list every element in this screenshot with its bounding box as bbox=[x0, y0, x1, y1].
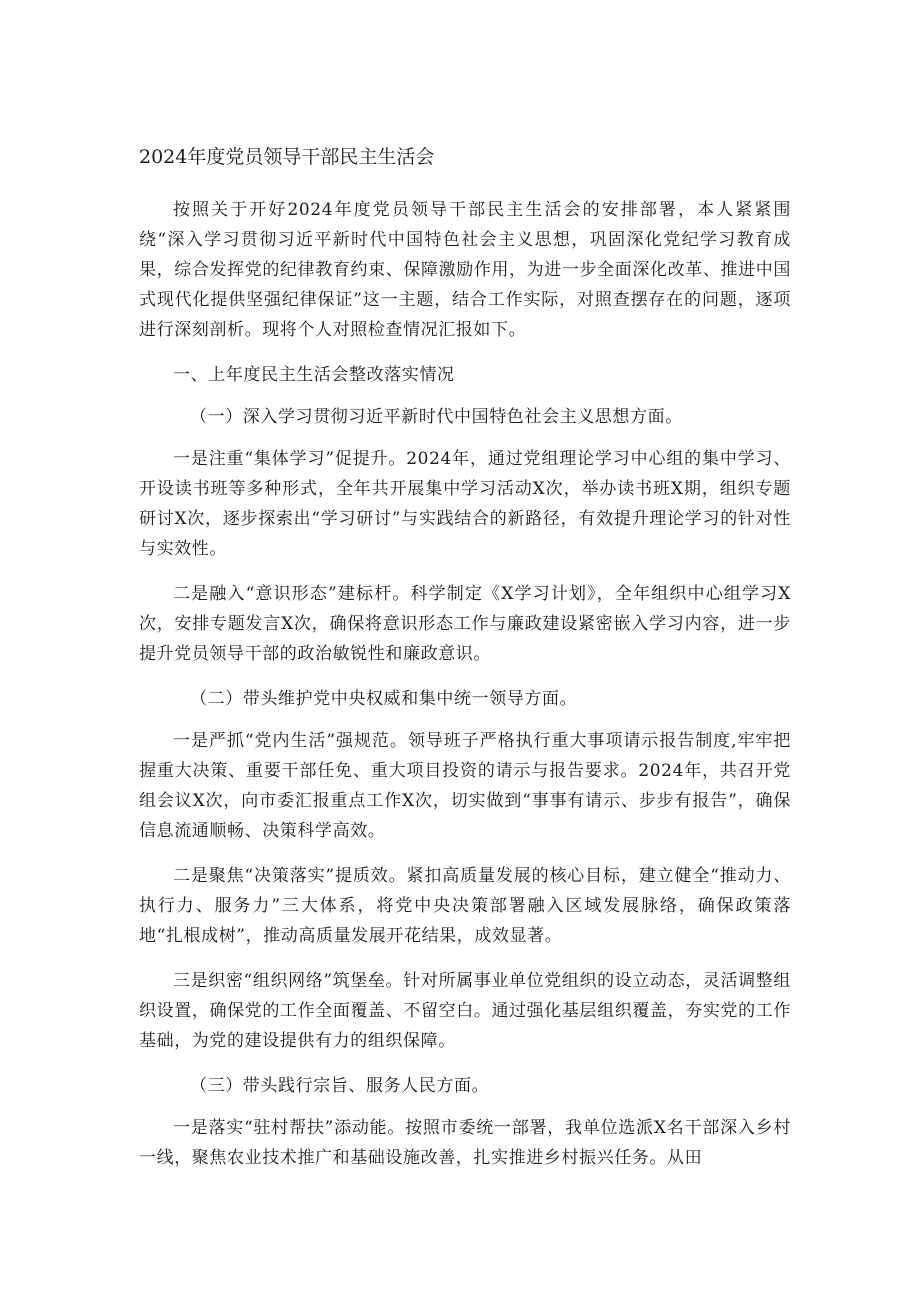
body-paragraph: 二是融入“意识形态”建标杆。科学制定《X学习计划》，全年组织中心组学习X次，安排专题发言X次，确保将意识形态工作与廉政建设紧密嵌入学习内容，进一步提升党员领导干部的政治敏锐性和廉政意识。 bbox=[139, 584, 791, 664]
document-body bbox=[139, 195, 791, 1188]
intro-paragraph: 按照关于开好2024年度党员领导干部民主生活会的安排部署，本人紧紧围绕“深入学习贯彻习近平新时代中国特色社会主义思想，巩固深化党纪学习教育成果，综合发挥党的纪律教育约束、保障激励作用，为进一步全面深化改革、推进中国式现代化提供坚强纪律保证”这一主题，结合工作实际，对照查摆存在的问题，逐项进行深刻剖析。现将个人对照检查情况汇报如下。 bbox=[139, 200, 791, 340]
subsection-heading-2: （二）带头维护党中央权威和集中统一领导方面。 bbox=[190, 689, 578, 709]
document-title: 2024年度党员领导干部民主生活会 bbox=[139, 146, 435, 168]
body-paragraph: 二是聚焦“决策落实”提质效。紧扣高质量发展的核心目标，建立健全“推动力、执行力、服务力”三大体系，将党中央决策部署融入区域发展脉络，确保政策落地“扎根成树”，推动高质量发展开花结果，成效显著。 bbox=[139, 866, 791, 946]
section-heading-1: 一、上年度民主生活会整改落实情况 bbox=[173, 365, 455, 385]
body-paragraph: 一是注重“集体学习”促提升。2024年，通过党组理论学习中心组的集中学习、开设读书班等多种形式，全年共开展集中学习活动X次，举办读书班X期，组织专题研讨X次，逐步探索出“学习研讨”与实践结合的新路径，有效提升理论学习的针对性与实效性。 bbox=[139, 449, 791, 559]
body-paragraph: 一是落实“驻村帮扶”添动能。按照市委统一部署，我单位选派X名干部深入乡村一线，聚焦农业技术推广和基础设施改善，扎实推进乡村振兴任务。从田 bbox=[139, 1118, 791, 1168]
body-paragraph: 三是织密“组织网络”筑堡垒。针对所属事业单位党组织的设立动态，灵活调整组织设置，确保党的工作全面覆盖、不留空白。通过强化基层组织覆盖，夯实党的工作基础，为党的建设提供有力的组织保障。 bbox=[139, 971, 791, 1051]
body-paragraph: 一是严抓“党内生活”强规范。领导班子严格执行重大事项请示报告制度,牢牢把握重大决策、重要干部任免、重大项目投资的请示与报告要求。2024年，共召开党组会议X次，向市委汇报重点工作X次，切实做到“事事有请示、步步有报告”，确保信息流通顺畅、决策科学高效。 bbox=[139, 731, 791, 841]
subsection-heading-3: （三）带头践行宗旨、服务人民方面。 bbox=[190, 1076, 490, 1096]
subsection-heading-1: （一）深入学习贯彻习近平新时代中国特色社会主义思想方面。 bbox=[190, 407, 683, 427]
